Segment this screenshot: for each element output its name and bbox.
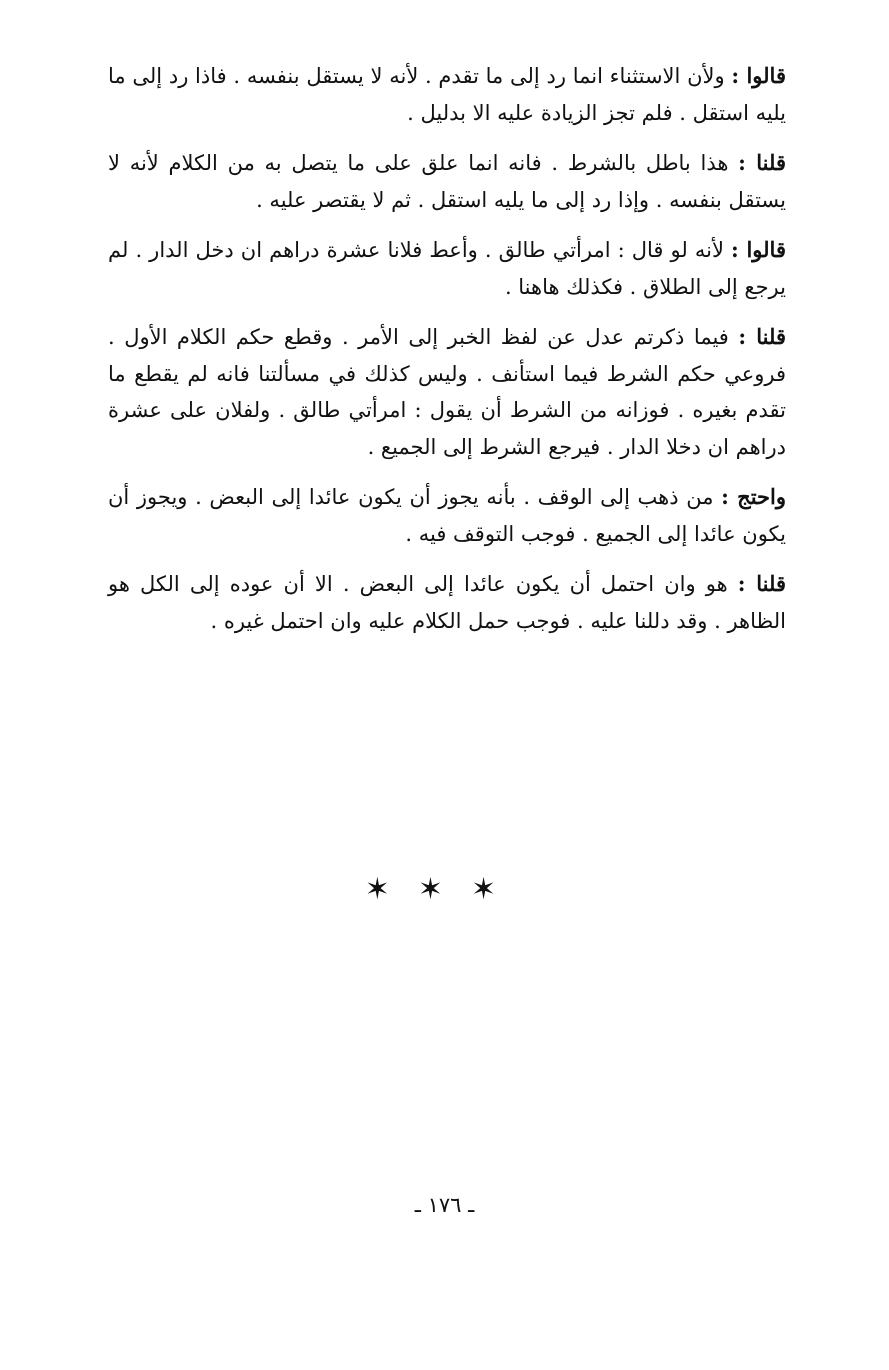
section-separator-stars: ✶✶✶ [364, 872, 525, 907]
body-text [108, 58, 786, 653]
paragraph-4 [108, 319, 786, 465]
paragraph-3 [108, 232, 786, 305]
paragraph-lead: قلنا : [738, 150, 786, 175]
paragraph-text: ولأن الاستثناء انما رد إلى ما تقدم . لأنه لا يستقل بنفسه . فاذا رد إلى ما يليه استقل . فلم تجز الزيادة عليه الا بدليل . [108, 64, 786, 125]
page-number: ـ ١٧٦ ـ [414, 1193, 475, 1217]
paragraph-text: فيما ذكرتم عدل عن لفظ الخبر إلى الأمر . وقطع حكم الكلام الأول . فروعي حكم الشرط فيما استأنف . وليس كذلك في مسألتنا فانه لم يقطع ما تقدم بغيره . فوزانه من الشرط أن يقول : امرأتي طالق . ولفلان على عشرة دراهم ان دخلا الدار . فيرجع الشرط إلى الجميع . [108, 325, 786, 459]
paragraph-text: هذا باطل بالشرط . فانه انما علق على ما يتصل به من الكلام لأنه لا يستقل بنفسه . وإذا رد إلى ما يليه استقل . ثم لا يقتصر عليه . [108, 151, 786, 212]
paragraph-text: من ذهب إلى الوقف . بأنه يجوز أن يكون عائدا إلى البعض . ويجوز أن يكون عائدا إلى الجميع . فوجب التوقف فيه . [108, 485, 786, 546]
paragraph-lead: قالوا : [731, 237, 786, 262]
paragraph-6 [108, 566, 786, 639]
paragraph-lead: قالوا : [731, 63, 786, 88]
paragraph-text: هو وان احتمل أن يكون عائدا إلى البعض . الا أن عوده إلى الكل هو الظاهر . وقد دللنا عليه . فوجب حمل الكلام عليه وان احتمل غيره . [108, 572, 786, 633]
paragraph-lead: قلنا : [737, 571, 787, 596]
paragraph-lead: واحتج : [721, 484, 786, 509]
paragraph-1 [108, 58, 786, 131]
paragraph-5 [108, 479, 786, 552]
paragraph-2 [108, 145, 786, 218]
paragraph-lead: قلنا : [738, 324, 786, 349]
paragraph-text: لأنه لو قال : امرأتي طالق . وأعط فلانا عشرة دراهم ان دخل الدار . لم يرجع إلى الطلاق . فكذلك هاهنا . [108, 238, 786, 299]
